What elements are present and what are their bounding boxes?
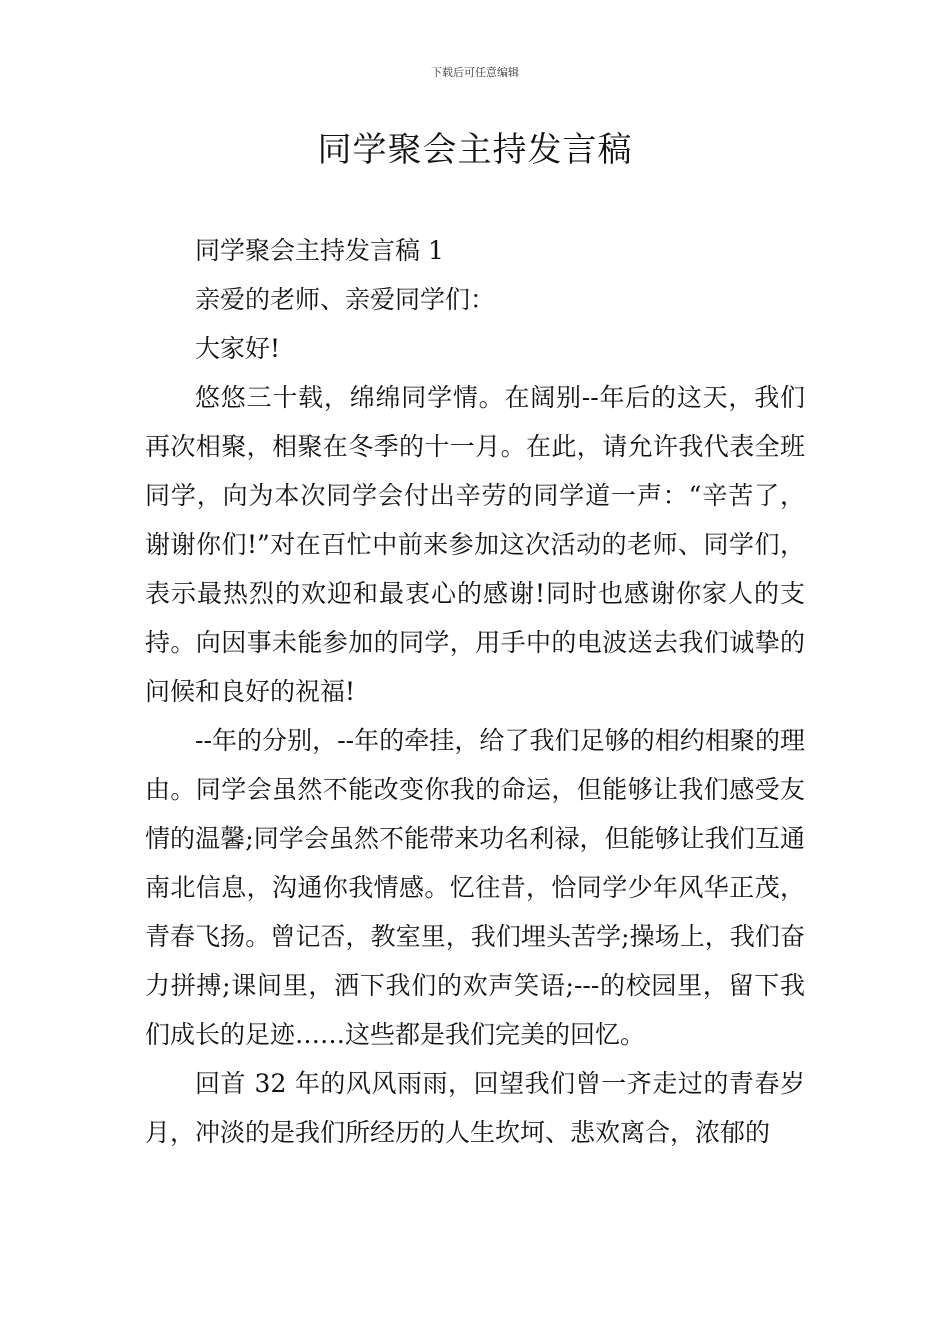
paragraph-body: --年的分别，--年的牵挂，给了我们足够的相约相聚的理由。同学会虽然不能改变你我的命运，但能够让我们感受友情的温馨;同学会虽然不能带来功名利禄，但能够让我们互通南北信息，沟通你我情感。忆往昔，恰同学少年风华正茂，青春飞扬。曾记否，教室里，我们埋头苦学;操场上，我们奋力拼搏;课间里，洒下我们的欢声笑语;---的校园里，留下我们成长的足迹……这些都是我们完美的回忆。 [145, 726, 805, 1049]
paragraph-body: 悠悠三十载，绵绵同学情。在阔别--年后的这天，我们再次相聚，相聚在冬季的十一月。在此，请允许我代表全班同学，向为本次同学会付出辛劳的同学道一声：“辛苦了，谢谢你们!”对在百忙中前来参加这次活动的老师、同学们，表示最热烈的欢迎和最衷心的感谢!同时也感谢你家人的支持。向因事未能参加的同学，用手中的电波送去我们诚挚的问候和良好的祝福! [145, 383, 805, 706]
document-body [145, 226, 805, 1157]
document-title: 同学聚会主持发言稿 [317, 130, 633, 170]
paragraph-body: 回首 32 年的风风雨雨，回望我们曾一齐走过的青春岁月，冲淡的是我们所经历的人生坎坷、悲欢离合，浓郁的 [145, 1069, 805, 1147]
paragraph-subtitle: 同学聚会主持发言稿 1 [195, 236, 444, 265]
paragraph-greeting: 大家好! [195, 334, 281, 363]
page-header-note: 下载后可任意编辑 [431, 66, 519, 79]
paragraph-salutation: 亲爱的老师、亲爱同学们： [195, 285, 496, 314]
